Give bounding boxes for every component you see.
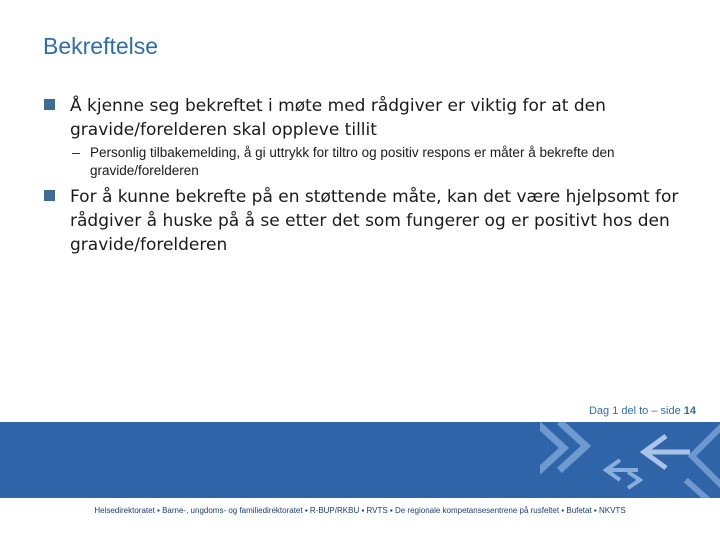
- sub-bullet-text: Personlig tilbakemelding, å gi uttrykk for tiltro og positiv respons er måter å bekrefte den gravide/forelderen: [90, 145, 615, 178]
- slide-title: Bekreftelse: [43, 33, 159, 59]
- page-label: Dag 1 del to – side: [588, 405, 684, 417]
- bullet-text: For å kunne bekrefte på en støttende måte, kan det være hjelpsomt for rådgiver å huske på å se etter det som fungerer og er positivt hos den gravide/forelderen: [70, 187, 679, 255]
- bullet-square-icon: [44, 190, 55, 201]
- decorative-arrows-icon: [540, 422, 720, 498]
- bullet-square-icon: [44, 99, 55, 110]
- page-number: 14: [683, 405, 696, 417]
- bullet-text: Å kjenne seg bekreftet i møte med rådgiver er viktig for at den gravide/forelderen skal oppleve tillit: [70, 96, 606, 140]
- sub-bullet-dash: –: [72, 144, 80, 160]
- footer-text: Helsedirektoratet ▪ Barne-, ungdoms- og familiedirektoratet ▪ R-BUP/RKBU ▪ RVTS ▪ De regionale kompetansesentrene på rusfeltet ▪ Bufetat ▪ NKVTS: [94, 506, 626, 515]
- page-indicator: [589, 405, 696, 417]
